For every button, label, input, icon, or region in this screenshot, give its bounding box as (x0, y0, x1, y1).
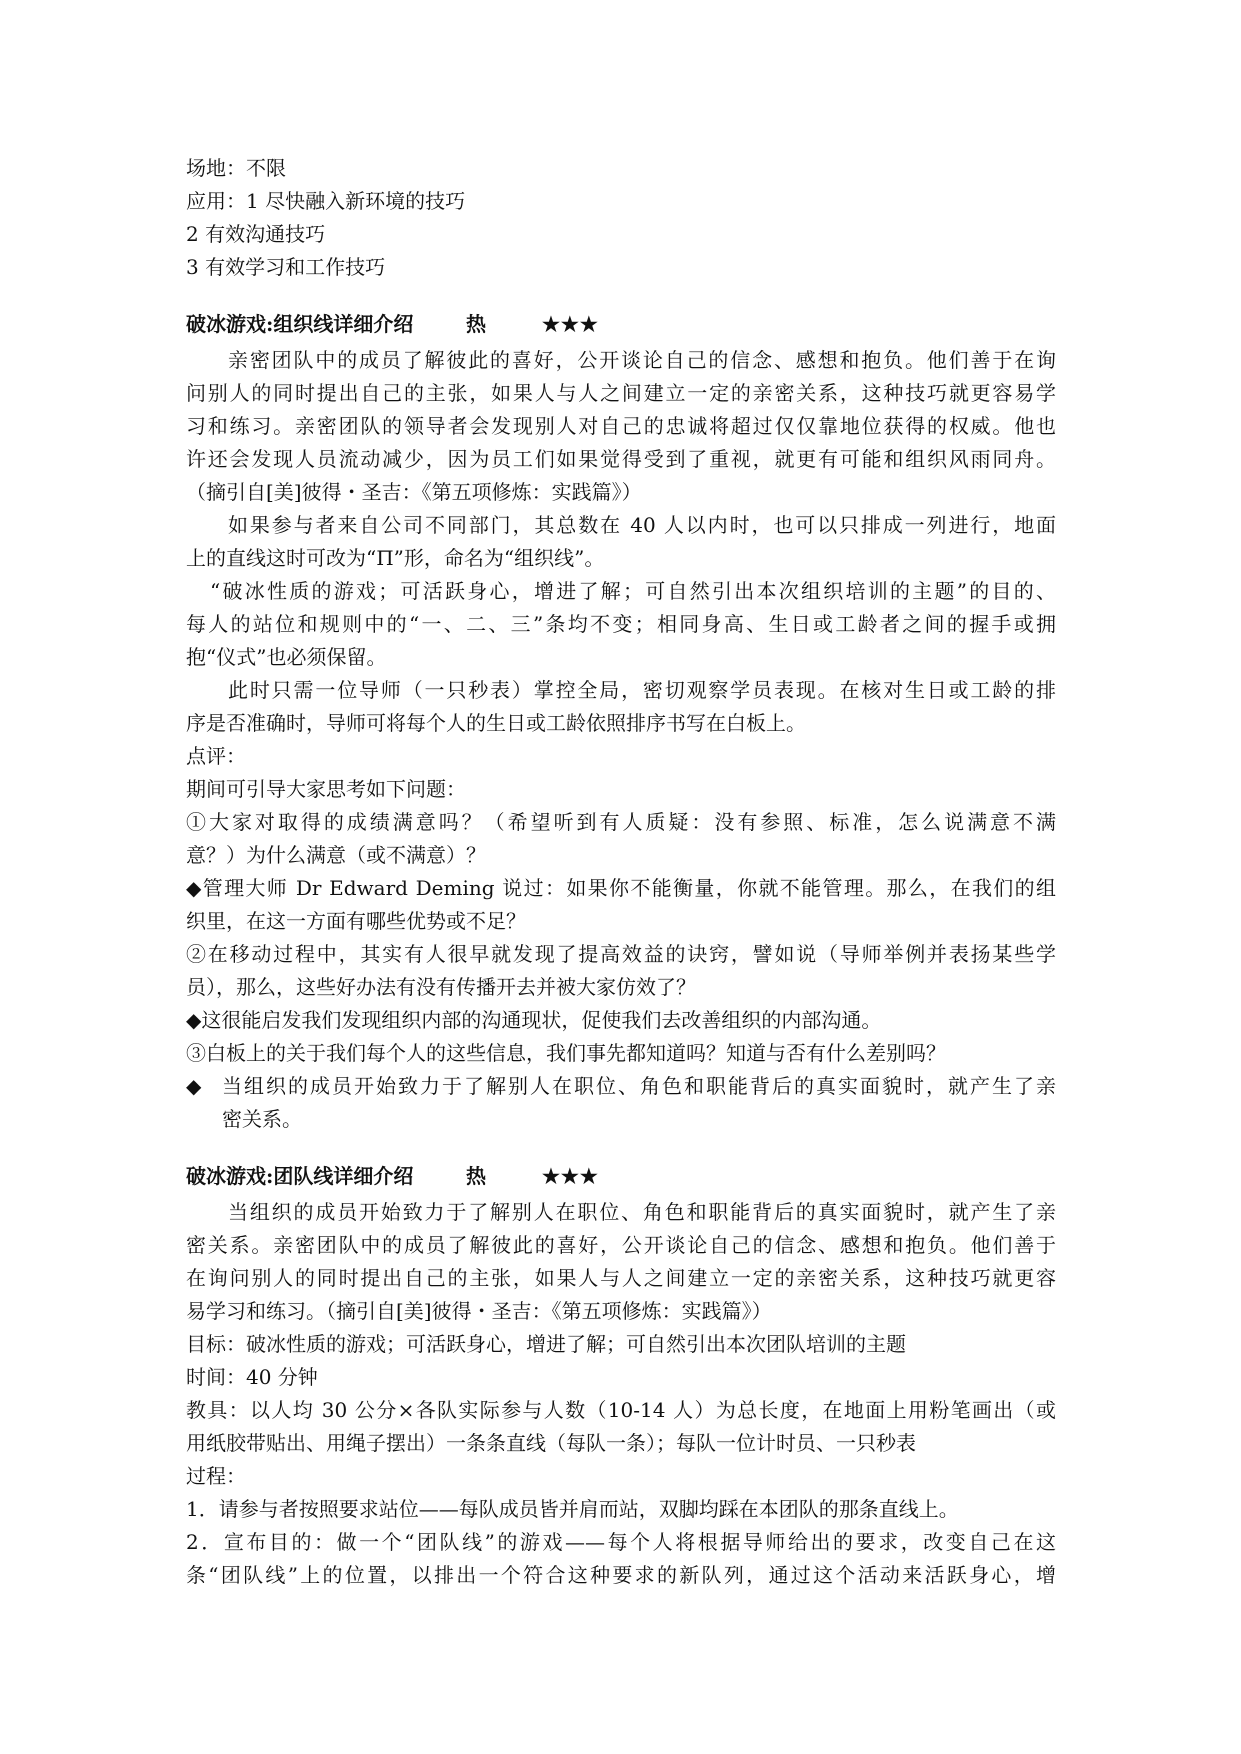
paragraph-line: 密关系。亲密团队中的成员了解彼此的喜好，公开谈论自己的信念、感想和抱负。他们善于 (186, 1233, 1056, 1257)
equipment-line: 教具：以人均 30 公分×各队实际参与人数（10-14 人）为总长度，在地面上用粉笔画出（或 (186, 1398, 1056, 1422)
paragraph-line: 许还会发现人员流动减少，因为员工们如果觉得受到了重视，就更有可能和组织风雨同舟。 (186, 447, 1056, 471)
process-label: 过程： (186, 1464, 246, 1488)
question-1-line: 意？）为什么满意（或不满意）？ (186, 843, 486, 867)
application-item-3: 3 有效学习和工作技巧 (186, 255, 386, 279)
paragraph-line: （摘引自[美]彼得・圣吉：《第五项修炼：实践篇》） (186, 480, 642, 504)
question-1-line: ①大家对取得的成绩满意吗？（希望听到有人质疑：没有参照、标准，怎么说满意不满 (186, 810, 1056, 834)
section-heading-organization-line (186, 304, 1056, 344)
paragraph-line: 问别人的同时提出自己的主张，如果人与人之间建立一定的亲密关系，这种技巧就更容易学 (186, 381, 1056, 405)
bullet-point-text: 当组织的成员开始致力于了解别人在职位、角色和职能背后的真实面貌时，就产生了亲 (222, 1074, 1056, 1098)
section-heading-team-line (186, 1156, 1056, 1196)
hot-label: 热 (466, 312, 486, 336)
paragraph-line: 当组织的成员开始致力于了解别人在职位、角色和职能背后的真实面貌时，就产生了亲 (228, 1200, 1056, 1224)
paragraph-line: 每人的站位和规则中的“一、二、三”条均不变；相同身高、生日或工龄者之间的握手或拥 (186, 612, 1056, 636)
bullet-point (186, 1070, 1056, 1103)
question-2-line: 员），那么，这些好办法有没有传播开去并被大家仿效了？ (186, 975, 696, 999)
goal-line: 目标：破冰性质的游戏；可活跃身心，增进了解；可自然引出本次团队培训的主题 (186, 1332, 906, 1356)
bullet-point-line: 织里，在这一方面有哪些优势或不足？ (186, 909, 526, 933)
paragraph-line: 此时只需一位导师（一只秒表）掌控全局，密切观察学员表现。在核对生日或工龄的排 (228, 678, 1056, 702)
step-2-line: 条“团队线”上的位置，以排出一个符合这种要求的新队列，通过这个活动来活跃身心，增 (186, 1563, 1056, 1587)
guide-line: 期间可引导大家思考如下问题： (186, 777, 466, 801)
comment-label: 点评： (186, 744, 246, 768)
star-rating: ★★★ (542, 312, 599, 336)
question-3-line: ③白板上的关于我们每个人的这些信息，我们事先都知道吗？知道与否有什么差别吗？ (186, 1041, 946, 1065)
equipment-line: 用纸胶带贴出、用绳子摆出）一条条直线（每队一条）；每队一位计时员、一只秒表 (186, 1431, 916, 1455)
hot-label: 热 (466, 1164, 486, 1188)
paragraph-line: 易学习和练习。（摘引自[美]彼得・圣吉：《第五项修炼：实践篇》） (186, 1299, 772, 1323)
application-line: 应用：1 尽快融入新环境的技巧 (186, 189, 466, 213)
paragraph-line: 序是否准确时，导师可将每个人的生日或工龄依照排序书写在白板上。 (186, 711, 806, 735)
paragraph-line: 在询问别人的同时提出自己的主张，如果人与人之间建立一定的亲密关系，这种技巧就更容 (186, 1266, 1056, 1290)
document-body (186, 152, 1056, 1592)
bullet-point-line: ◆这很能启发我们发现组织内部的沟通现状，促使我们去改善组织的内部沟通。 (186, 1008, 882, 1032)
application-item-2: 2 有效沟通技巧 (186, 222, 326, 246)
venue-line: 场地：不限 (186, 156, 286, 180)
section-title: 破冰游戏:组织线详细介绍 (186, 312, 414, 336)
bullet-point-text: 密关系。 (222, 1107, 302, 1131)
paragraph-line: 习和练习。亲密团队的领导者会发现别人对自己的忠诚将超过仅仅靠地位获得的权威。他也 (186, 414, 1056, 438)
step-1-line: 1．请参与者按照要求站位——每队成员皆并肩而站，双脚均踩在本团队的那条直线上。 (186, 1497, 959, 1521)
section-title: 破冰游戏:团队线详细介绍 (186, 1164, 414, 1188)
question-2-line: ②在移动过程中，其实有人很早就发现了提高效益的诀窍，譬如说（导师举例并表扬某些学 (186, 942, 1056, 966)
star-rating: ★★★ (542, 1164, 599, 1188)
paragraph-line: “破冰性质的游戏；可活跃身心，增进了解；可自然引出本次组织培训的主题”的目的、 (210, 579, 1056, 603)
bullet-diamond-icon: ◆ (186, 1074, 202, 1098)
paragraph-line: 抱“仪式”也必须保留。 (186, 645, 387, 669)
paragraph-line: 如果参与者来自公司不同部门，其总数在 40 人以内时，也可以只排成一列进行，地面 (228, 513, 1056, 537)
paragraph-line: 上的直线这时可改为“Π”形，命名为“组织线”。 (186, 546, 605, 570)
step-2-line: 2．宣布目的：做一个“团队线”的游戏——每个人将根据导师给出的要求，改变自己在这 (186, 1530, 1056, 1554)
bullet-point-line: ◆管理大师 Dr Edward Deming 说过：如果你不能衡量，你就不能管理。那么，在我们的组 (186, 876, 1056, 900)
time-line: 时间：40 分钟 (186, 1365, 318, 1389)
paragraph-line: 亲密团队中的成员了解彼此的喜好，公开谈论自己的信念、感想和抱负。他们善于在询 (228, 348, 1056, 372)
